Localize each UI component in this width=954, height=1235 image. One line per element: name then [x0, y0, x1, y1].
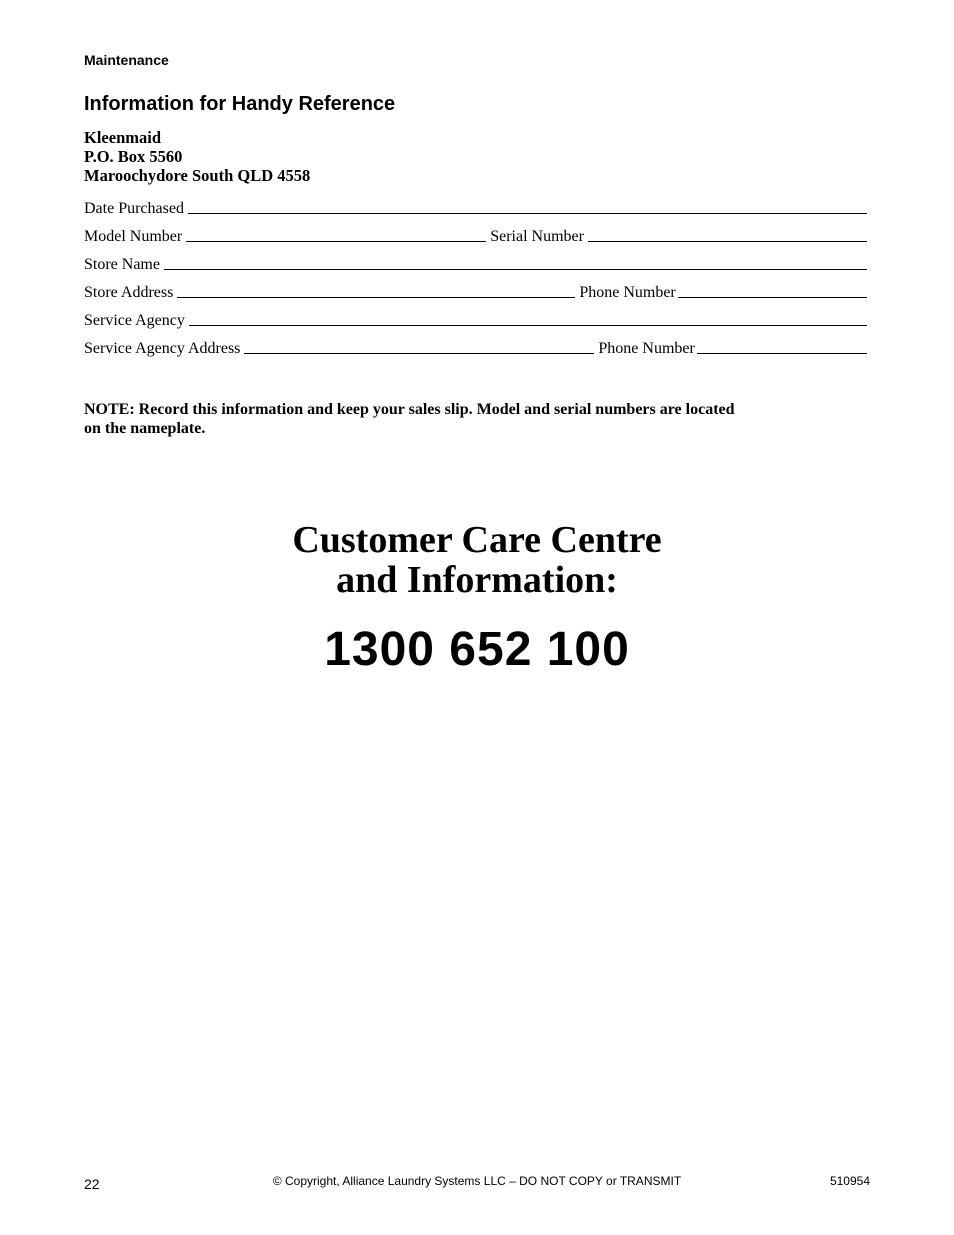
store-name-line[interactable] [164, 269, 867, 270]
date-purchased-line[interactable] [188, 213, 867, 214]
note [84, 400, 804, 438]
document-code: 510954 [829, 1174, 870, 1188]
note-line-2: on the nameplate. [84, 420, 206, 437]
store-address-row [84, 282, 871, 302]
serial-number-line[interactable] [588, 241, 867, 242]
customer-care-phone: 1300 652 100 [324, 623, 630, 676]
date-purchased-row [84, 198, 871, 218]
service-phone-label: Phone Number [598, 340, 695, 357]
serial-number-label: Serial Number [490, 228, 584, 245]
store-phone-line[interactable] [678, 297, 867, 298]
store-address-line[interactable] [177, 297, 575, 298]
date-purchased-label: Date Purchased [84, 200, 184, 217]
copyright-notice: © Copyright, Alliance Laundry Systems LLC – DO NOT COPY or TRANSMIT [272, 1174, 682, 1188]
store-address-label: Store Address [84, 284, 174, 301]
model-number-label: Model Number [84, 228, 183, 245]
customer-care-title-line-2: and Information: [336, 559, 618, 601]
note-line-1: NOTE: Record this information and keep your sales slip. Model and serial numbers are located [84, 401, 735, 418]
city-address: Maroochydore South QLD 4558 [84, 166, 311, 185]
service-phone-line[interactable] [697, 353, 867, 354]
company-name: Kleenmaid [84, 128, 161, 147]
customer-care-title [0, 520, 954, 600]
service-agency-line[interactable] [189, 325, 867, 326]
section-label: Maintenance [84, 52, 169, 68]
service-agency-label: Service Agency [84, 312, 185, 329]
page-title: Information for Handy Reference [84, 93, 396, 115]
model-number-line[interactable] [186, 241, 486, 242]
po-box: P.O. Box 5560 [84, 147, 183, 166]
service-agency-address-label: Service Agency Address [84, 340, 241, 357]
store-name-row [84, 254, 871, 274]
store-name-label: Store Name [84, 256, 160, 273]
service-agency-address-line[interactable] [244, 353, 594, 354]
store-phone-label: Phone Number [579, 284, 676, 301]
model-serial-row [84, 226, 871, 246]
service-agency-address-row [84, 338, 871, 358]
page-number: 22 [84, 1176, 100, 1192]
customer-care-title-line-1: Customer Care Centre [292, 519, 662, 561]
service-agency-row [84, 310, 871, 330]
